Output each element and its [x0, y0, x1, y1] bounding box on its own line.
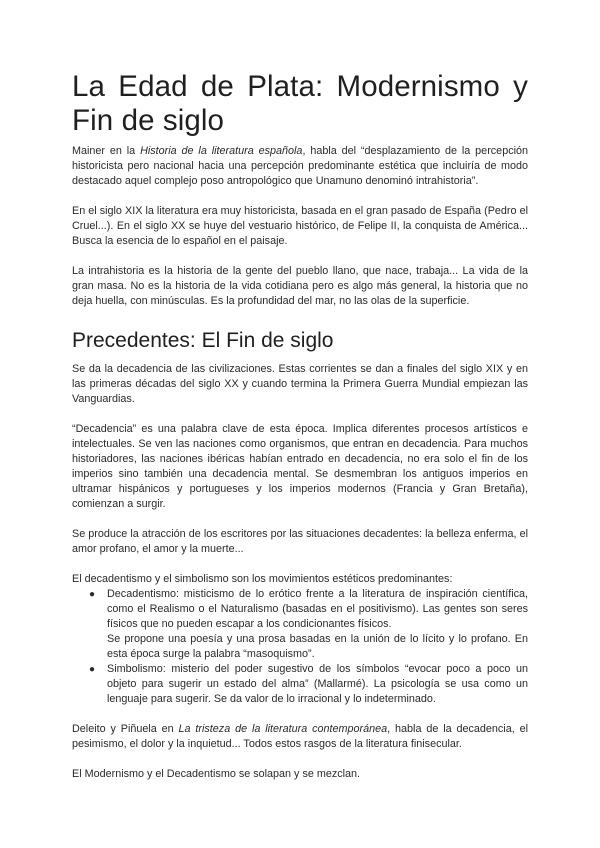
intro-p1-post: , habla del “desplazamiento de la percepción historicista pero nacional hacia una percepción predominante estética que incluiría de modo destacado aquel complejo poso antropológico que Unamuno denominó intrahistoria”. [72, 145, 529, 187]
bullet-icon: ● [89, 589, 96, 600]
section-paragraph-2: “Decadencia” es una palabra clave de esta época. Implica diferentes procesos artísticos e intelectuales. Se ven las naciones como organismos, que entran en decadencia. Para muchos historiadores, las naciones ibéricas habían entrado en decadencia, no era solo el fin de los imperios sino también una decadencia mental. Se desmembran los antiguos imperios en ultramar hispánicos y portugueses y los imperios modernos (Francia y Gran Bretaña), comienzan a surgir. [72, 423, 528, 510]
intro-paragraph-1 [72, 144, 528, 189]
intro-paragraph-3: La intrahistoria es la historia de la gente del pueblo llano, que nace, trabaja... La vida de la gran masa. No es la historia de la vida cotidiana pero es algo más general, la historia que no deja huella, con minúsculas. Es la profundidad del mar, no las olas de la superficie. [72, 265, 528, 307]
document-content [72, 70, 528, 782]
section-paragraph-6: El Modernismo y el Decadentismo se solapan y se mezclan. [72, 768, 361, 780]
list-item-text: Simbolismo: misterio del poder sugestivo de los símbolos “evocar poco a poco un objeto para sugerir un estado del alma” (Mallarmé). La psicología se usa como un lenguaje para sugerir. Se da valor de lo irracional y lo indeterminado. [107, 663, 528, 705]
section-paragraph-5 [72, 722, 528, 752]
section-heading: Precedentes: El Fin de siglo [72, 329, 334, 352]
section-paragraph-4: El decadentismo y el simbolismo son los movimientos estéticos predominantes: [72, 573, 453, 585]
section-paragraph-1: Se da la decadencia de las civilizaciones. Estas corrientes se dan a finales del siglo XIX y en las primeras décadas del siglo XX y cuando termina la Primera Guerra Mundial empiezan las Vanguardias. [72, 363, 528, 405]
list-item-extra: Se propone una poesía y una prosa basadas en la unión de lo lícito y lo profano. En esta época surge la palabra “masoquismo”. [107, 633, 528, 660]
bullet-icon: ● [89, 664, 96, 675]
section-paragraph-3: Se produce la atracción de los escritores por las situaciones decadentes: la belleza enferma, el amor profano, el amor y la muerte... [72, 528, 528, 555]
movements-list [72, 587, 528, 707]
list-item-text: Decadentismo: misticismo de lo erótico frente a la literatura de inspiración científica, como el Realismo o el Naturalismo (basadas en el positivismo). Las gentes son seres físicos que no pueden escapar a los condicionantes físicos. [107, 588, 528, 630]
page-title: La Edad de Plata: Modernismo y Fin de siglo [72, 70, 528, 137]
intro-paragraph-2: En el siglo XIX la literatura era muy historicista, basada en el gran pasado de España (Pedro el Cruel...). En el siglo XX se huye del vestuario histórico, de Felipe II, la conquista de América... Busca la esencia de lo español en el paisaje. [72, 205, 528, 247]
intro-p1-pre: Mainer en la [72, 145, 141, 157]
list-item [72, 587, 528, 662]
section-p5-post: , habla de la decadencia, el pesimismo, el dolor y la inquietud... Todos estos rasgos de la literatura finisecular. [72, 723, 528, 750]
intro-p1-italic: Historia de la literatura española [140, 145, 303, 157]
list-item [72, 662, 528, 707]
section-p5-pre: Deleito y Piñuela en [72, 723, 179, 735]
section-p5-italic: La tristeza de la literatura contemporánea [178, 723, 388, 735]
